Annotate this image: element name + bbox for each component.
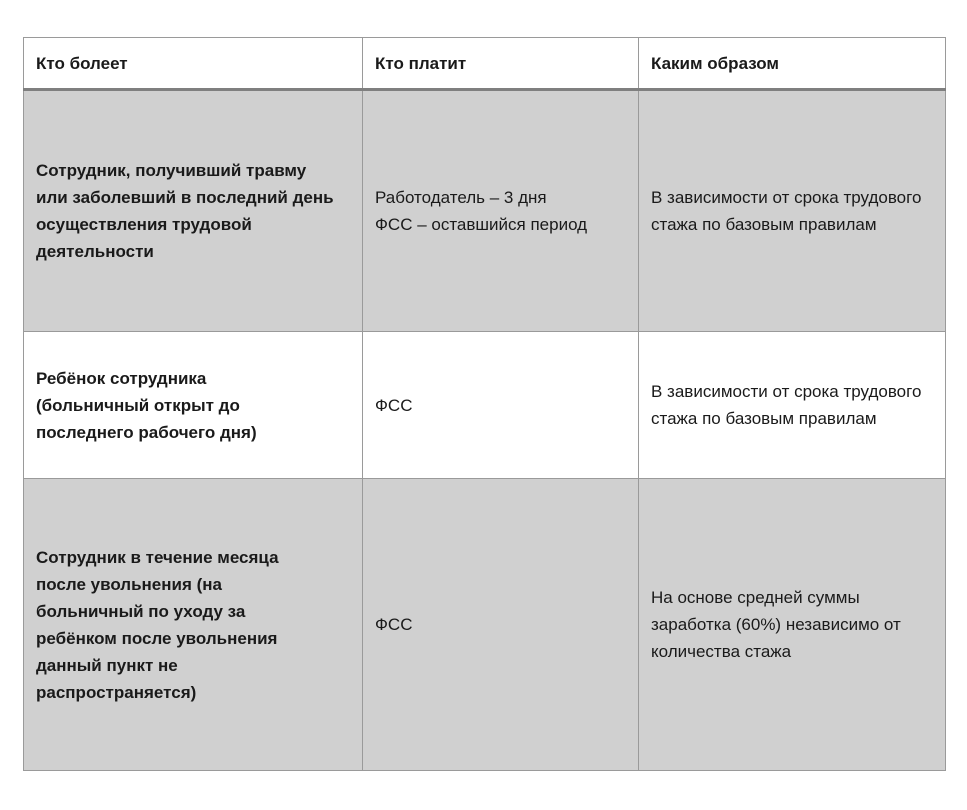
payer-line: ФСС [375,395,413,415]
cell-how [639,479,946,771]
payer-line: ФСС [375,615,413,634]
table-row [24,479,946,771]
who-is-sick-text: Сотрудник в течение месяца после увольнения (на больничный по уходу за ребёнком после увольнения данный пункт не распространяется) [36,547,279,702]
cell-how [639,332,946,479]
table-row [24,90,946,332]
header-how: Каким образом [639,38,946,90]
cell-how [639,90,946,332]
payer-line: ФСС – оставшийся период [375,215,588,234]
cell-who-pays [363,479,639,771]
who-is-sick-text: Сотрудник, получивший травму или заболевший в последний день осуществления трудовой деятельности [36,161,334,261]
cell-who-is-sick [24,479,363,771]
header-who-is-sick: Кто болеет [24,38,363,90]
how-text: В зависимости от срока трудового стажа по базовым правилам [651,382,922,428]
cell-who-pays [363,90,639,332]
how-text: В зависимости от срока трудового стажа по базовым правилам [651,188,922,234]
payer-line: Работодатель – 3 дня [375,188,547,207]
cell-who-is-sick [24,332,363,479]
cell-who-pays [363,332,639,479]
sick-leave-payment-table [23,37,946,771]
cell-who-is-sick [24,90,363,332]
who-is-sick-text: Ребёнок сотрудника (больничный открыт до последнего рабочего дня) [36,368,257,442]
header-who-pays: Кто платит [363,38,639,90]
table-row [24,332,946,479]
how-text: На основе средней суммы заработка (60%) независимо от количества стажа [651,588,901,661]
table-header-row [24,38,946,90]
